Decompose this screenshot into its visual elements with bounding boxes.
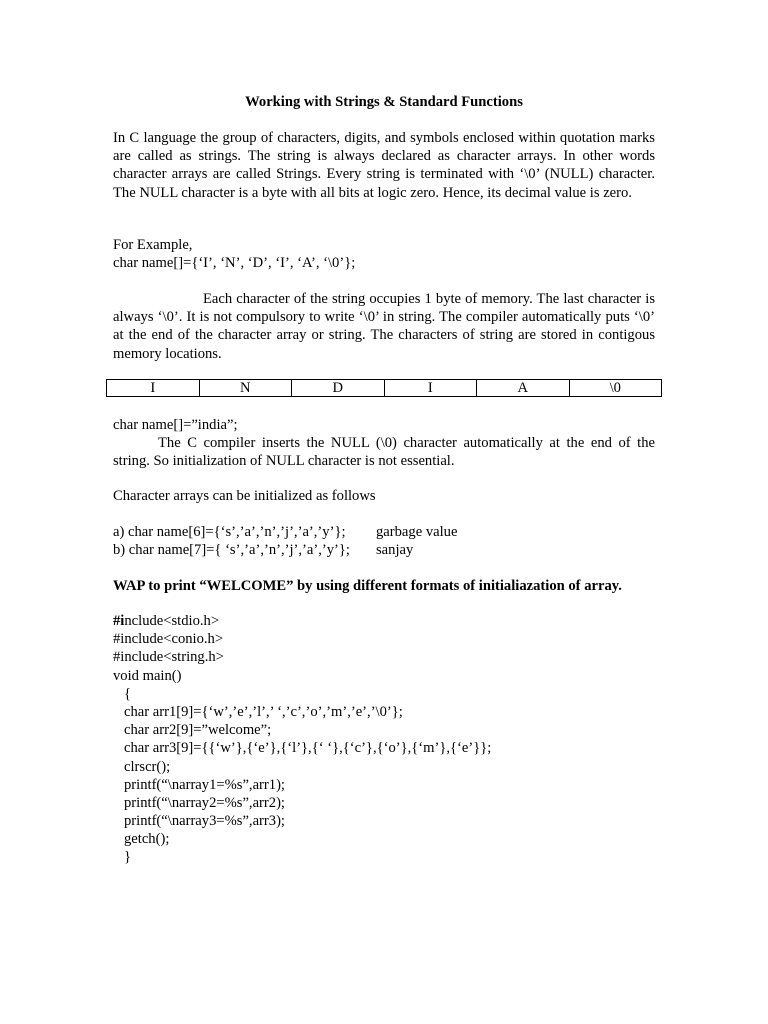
init-example-a-code: a) char name[6]={‘s’,’a’,’n’,’j’,’a’,’y’};: [113, 524, 346, 540]
code-line: #include<conio.h>: [113, 631, 224, 648]
code-listing: [113, 612, 491, 867]
code-line: char arr3[9]={{‘w’},{‘e’},{‘l’},{‘ ‘},{‘c’},{‘o’},{‘m’},{‘e’}};: [124, 740, 492, 757]
example-label: For Example,: [113, 237, 193, 253]
code-line-rest: nclude<stdio.h>: [124, 613, 220, 629]
code-line: {: [124, 685, 132, 702]
example-code: char name[]={‘I’, ‘N’, ‘D’, ‘I’, ‘A’, ‘\0’};: [113, 255, 356, 272]
code-line: char arr1[9]={‘w’,’e’,’l’,’ ‘,’c’,’o’,’m’,’e’,’\0’};: [124, 703, 403, 720]
table-cell: I: [107, 380, 200, 397]
table-cell: N: [199, 380, 292, 397]
init-example-b-result: sanjay: [376, 542, 414, 558]
code-line: printf(“\narray1=%s”,arr1);: [124, 776, 285, 793]
wap-heading: WAP to print “WELCOME” by using different formats of initialiazation of array.: [113, 578, 622, 594]
code-line: char arr2[9]=”welcome”;: [124, 722, 272, 739]
code-line: printf(“\narray2=%s”,arr2);: [124, 794, 285, 811]
init-example-b-code: b) char name[7]={ ‘s’,’a’,’n’,’j’,’a’,’y’};: [113, 542, 350, 558]
table-cell: I: [384, 380, 477, 397]
null-note: [113, 434, 655, 470]
memory-paragraph-text: Each character of the string occupies 1 byte of memory. The last character is always ‘\0’. It is not compulsory to write ‘\0’ in string. The compiler automatically puts ‘\0’ at the end of the character array or string. The characters of string are stored in contigous memory locations.: [113, 291, 655, 362]
memory-paragraph: [113, 290, 655, 363]
code-line: printf(“\narray3=%s”,arr3);: [124, 813, 285, 830]
code-line-bold-prefix: #i: [113, 613, 125, 629]
init-example-a-result: garbage value: [376, 524, 458, 540]
code-line: #include<string.h>: [113, 649, 224, 666]
intro-paragraph: In C language the group of characters, digits, and symbols enclosed within quotation marks are called as strings. The string is always declared as character arrays. In other words character arrays are called Strings. Every string is terminated with ‘\0’ (NULL) character. The NULL character is a byte with all bits at logic zero. Hence, its decimal value is zero.: [113, 130, 655, 201]
table-cell: A: [477, 380, 570, 397]
table-cell: \0: [569, 380, 662, 397]
code-line: void main(): [113, 667, 182, 684]
null-paragraph: [113, 416, 655, 471]
null-note-text: The C compiler inserts the NULL (\0) character automatically at the end of the string. So initialization of NULL character is not essential.: [113, 435, 655, 470]
table-cell: D: [292, 380, 385, 397]
code-line: clrscr();: [124, 758, 171, 775]
india-declaration: char name[]=”india”;: [113, 417, 238, 433]
table-row: [107, 380, 662, 397]
example-block: [113, 236, 655, 272]
code-line: }: [124, 849, 132, 866]
init-intro: Character arrays can be initialized as follows: [113, 488, 376, 504]
code-line: [113, 612, 491, 630]
code-line: getch();: [124, 831, 170, 848]
character-array-table: [106, 379, 662, 397]
page-title: Working with Strings & Standard Functions: [245, 94, 523, 110]
